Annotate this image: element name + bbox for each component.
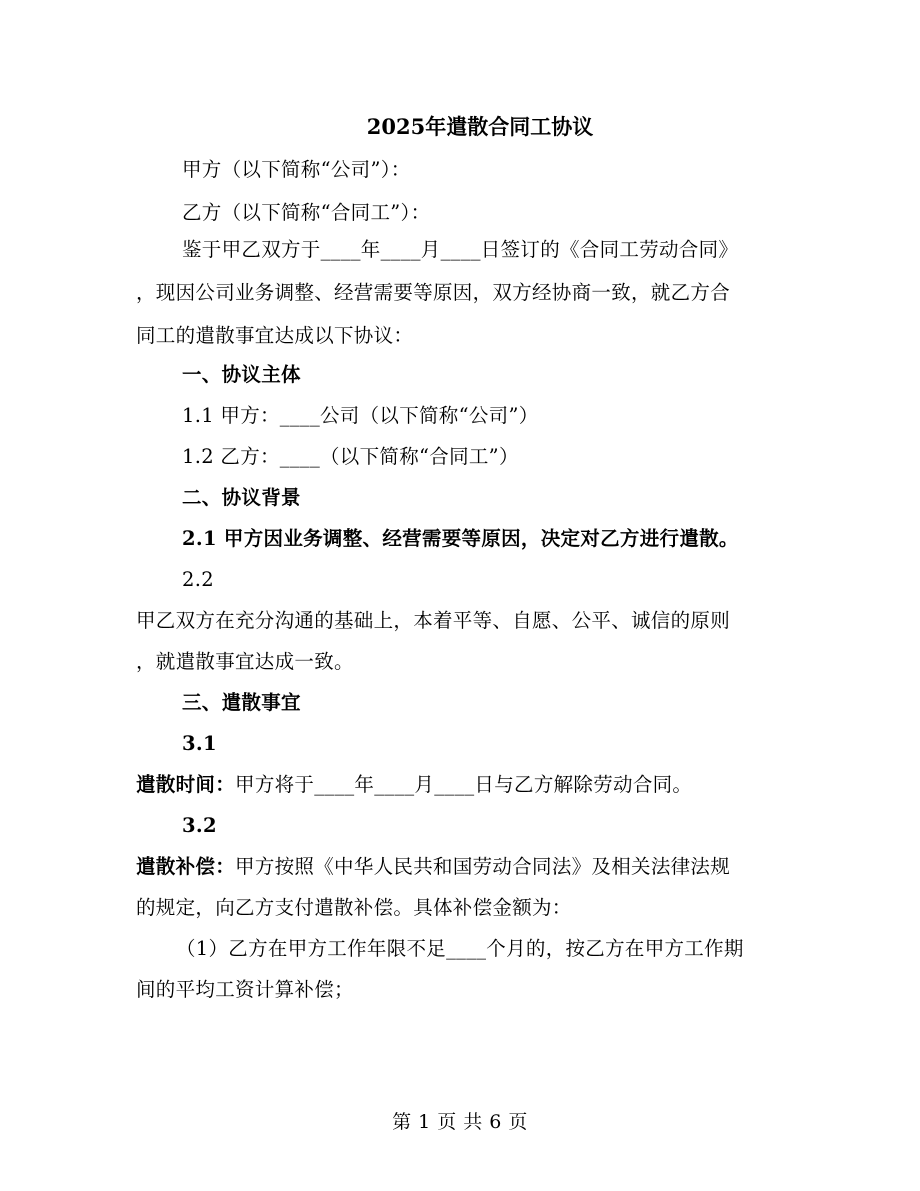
clause-2-1: 2.1 甲方因业务调整、经营需要等原因，决定对乙方进行遣散。	[182, 527, 739, 550]
intro-line-1: 鉴于甲乙双方于____年____月____日签订的《合同工劳动合同》	[182, 238, 739, 261]
clause-3-2-line-1	[136, 853, 730, 881]
clause-3-2-number: 3.2	[182, 814, 217, 837]
section-1-heading: 一、协议主体	[182, 363, 301, 386]
item-1-line-2: 间的平均工资计算补偿；	[136, 978, 354, 1001]
section-2-heading: 二、协议背景	[182, 486, 301, 509]
clause-3-1-label: 遣散时间：	[136, 773, 236, 796]
item-1-line-1: （1）乙方在甲方工作年限不足____个月的，按乙方在甲方工作期	[176, 937, 744, 960]
intro-line-3: 同工的遣散事宜达成以下协议：	[136, 324, 414, 347]
clause-1-2: 1.2 乙方：____（以下简称“合同工”）	[182, 445, 519, 468]
clause-3-2-label: 遣散补偿：	[136, 855, 236, 878]
page-footer: 第 1 页 共 6 页	[392, 1111, 528, 1133]
clause-3-1-text: 甲方将于____年____月____日与乙方解除劳动合同。	[235, 773, 693, 796]
clause-3-2-text-2: 的规定，向乙方支付遣散补偿。具体补偿金额为：	[136, 896, 572, 919]
intro-line-2: ，现因公司业务调整、经营需要等原因，双方经协商一致，就乙方合	[136, 281, 731, 304]
party-a-line: 甲方（以下简称“公司”）：	[182, 158, 411, 181]
clause-3-2-text-1: 甲方按照《中华人民共和国劳动合同法》及相关法律法规	[235, 855, 731, 878]
clause-2-2-number: 2.2	[182, 568, 214, 591]
clause-1-1: 1.1 甲方：____公司（以下简称“公司”）	[182, 404, 539, 427]
clause-2-2-text-1: 甲乙双方在充分沟通的基础上，本着平等、自愿、公平、诚信的原则	[136, 609, 731, 632]
clause-2-2-text-2: ，就遣散事宜达成一致。	[136, 650, 354, 673]
clause-3-1-number: 3.1	[182, 732, 217, 755]
party-b-line: 乙方（以下简称“合同工”）：	[182, 201, 431, 224]
document-title: 2025年遣散合同工协议	[366, 114, 594, 139]
clause-3-1-line	[136, 771, 692, 799]
section-3-heading: 三、遣散事宜	[182, 691, 301, 714]
